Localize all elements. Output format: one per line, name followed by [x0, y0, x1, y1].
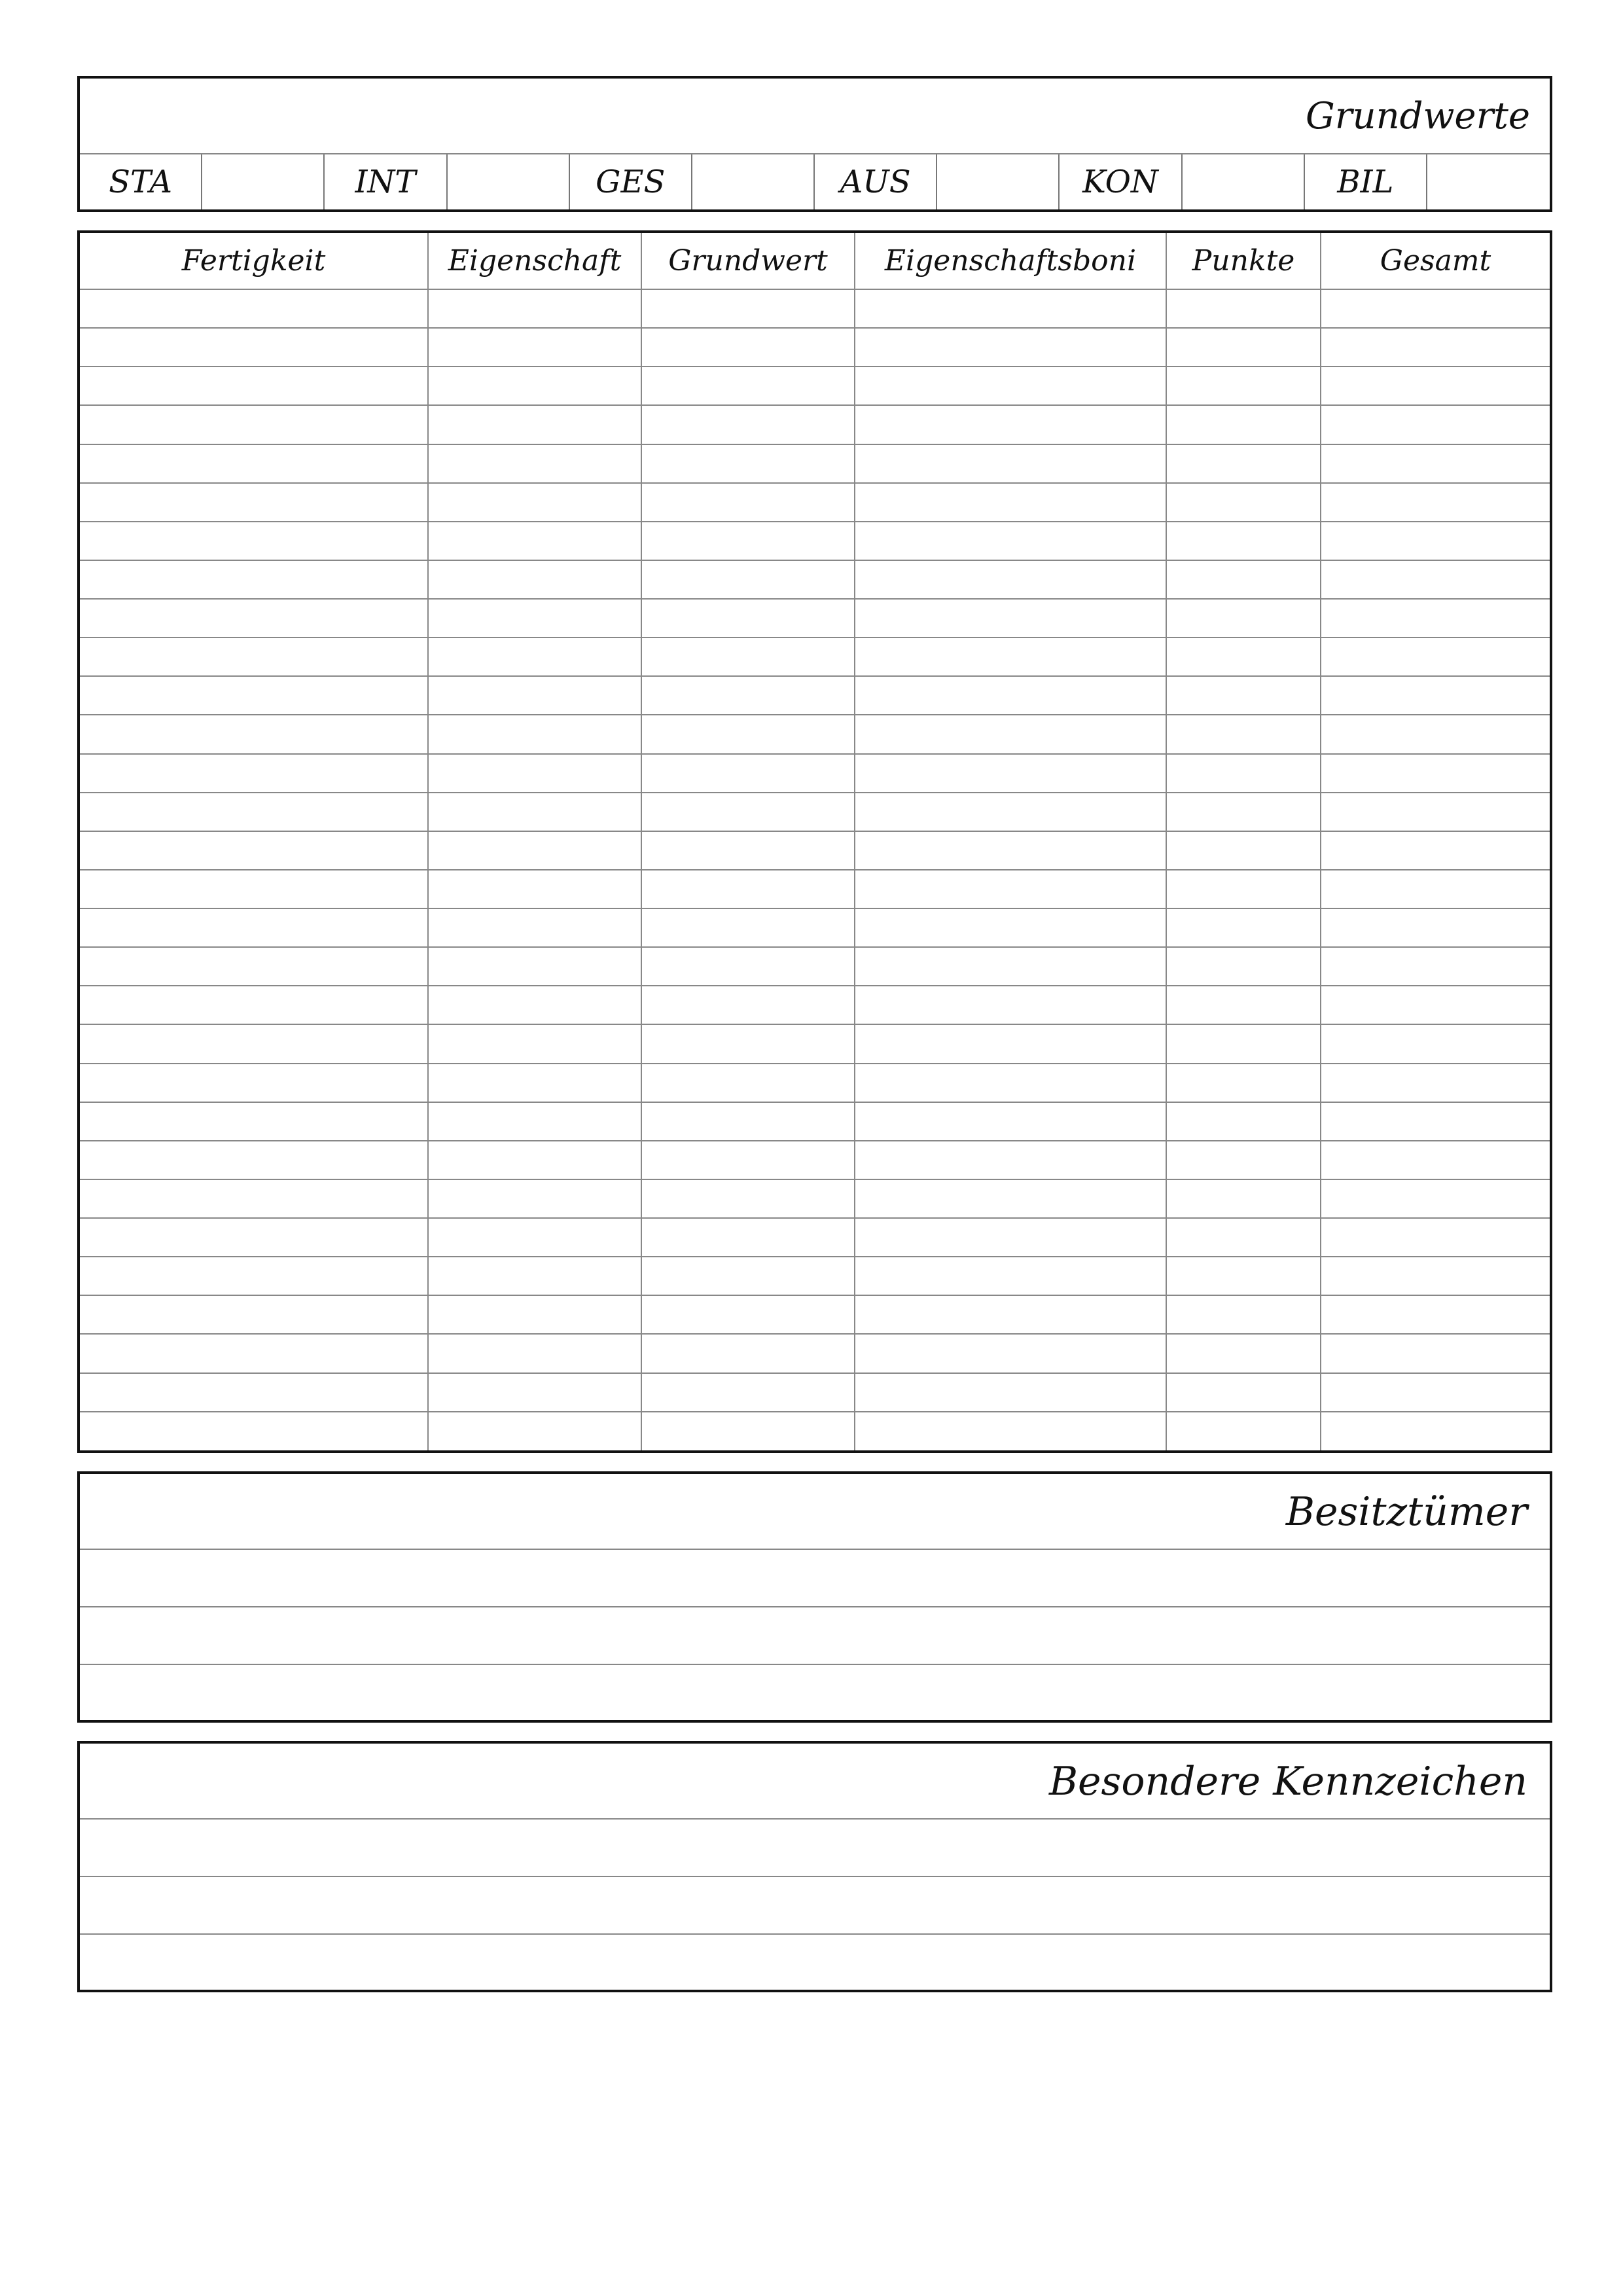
- besitztuemer-title: Besitztümer: [80, 1474, 1550, 1550]
- table-cell[interactable]: [855, 637, 1166, 676]
- kennzeichen-line[interactable]: [80, 1935, 1550, 1992]
- stat-value-kon[interactable]: [1183, 154, 1305, 209]
- table-cell[interactable]: [1166, 637, 1321, 676]
- besitztuemer-section: [77, 1471, 1552, 1723]
- table-cell[interactable]: [80, 1334, 428, 1372]
- table-cell[interactable]: [80, 1412, 428, 1450]
- table-cell[interactable]: [641, 1064, 855, 1102]
- table-cell[interactable]: [1321, 405, 1550, 444]
- table-cell[interactable]: [1321, 1257, 1550, 1295]
- table-row: [80, 289, 1550, 328]
- table-cell[interactable]: [641, 637, 855, 676]
- table-cell[interactable]: [428, 908, 641, 947]
- table-cell[interactable]: [641, 715, 855, 753]
- table-cell[interactable]: [1321, 1218, 1550, 1257]
- table-cell[interactable]: [641, 367, 855, 405]
- table-cell[interactable]: [428, 522, 641, 560]
- table-cell[interactable]: [641, 560, 855, 599]
- table-cell[interactable]: [641, 1179, 855, 1218]
- table-cell[interactable]: [1321, 289, 1550, 328]
- table-cell[interactable]: [641, 1257, 855, 1295]
- table-cell[interactable]: [1321, 908, 1550, 947]
- table-row: [80, 1179, 1550, 1218]
- table-cell[interactable]: [641, 793, 855, 831]
- table-row: [80, 637, 1550, 676]
- table-cell[interactable]: [1321, 1295, 1550, 1334]
- table-cell[interactable]: [1321, 676, 1550, 715]
- table-cell[interactable]: [1321, 1179, 1550, 1218]
- table-cell[interactable]: [855, 754, 1166, 793]
- table-cell[interactable]: [855, 1373, 1166, 1412]
- table-cell[interactable]: [428, 1141, 641, 1179]
- table-cell[interactable]: [1166, 754, 1321, 793]
- table-cell[interactable]: [80, 1257, 428, 1295]
- table-cell[interactable]: [428, 715, 641, 753]
- table-cell[interactable]: [80, 1141, 428, 1179]
- table-cell[interactable]: [855, 870, 1166, 908]
- besitztuemer-line[interactable]: [80, 1607, 1550, 1665]
- table-cell[interactable]: [1321, 444, 1550, 483]
- table-cell[interactable]: [641, 483, 855, 522]
- table-cell[interactable]: [641, 599, 855, 637]
- table-cell[interactable]: [1166, 676, 1321, 715]
- table-cell[interactable]: [428, 1373, 641, 1412]
- kennzeichen-section: [77, 1741, 1552, 1992]
- table-cell[interactable]: [1166, 793, 1321, 831]
- table-cell[interactable]: [428, 831, 641, 870]
- table-cell[interactable]: [641, 908, 855, 947]
- table-cell[interactable]: [855, 599, 1166, 637]
- table-cell[interactable]: [428, 870, 641, 908]
- table-cell[interactable]: [641, 289, 855, 328]
- table-cell[interactable]: [428, 1257, 641, 1295]
- table-cell[interactable]: [1166, 599, 1321, 637]
- table-cell[interactable]: [855, 1141, 1166, 1179]
- kennzeichen-lines: [80, 1820, 1550, 1992]
- stat-value-int[interactable]: [448, 154, 570, 209]
- stat-label-kon: KON: [1060, 154, 1182, 209]
- col-header-gesamt: Gesamt: [1321, 233, 1550, 289]
- table-cell[interactable]: [1166, 831, 1321, 870]
- table-cell[interactable]: [428, 1295, 641, 1334]
- table-cell[interactable]: [1321, 986, 1550, 1024]
- table-cell[interactable]: [1166, 870, 1321, 908]
- table-cell[interactable]: [1321, 947, 1550, 986]
- table-cell[interactable]: [80, 599, 428, 637]
- table-row: [80, 444, 1550, 483]
- table-cell[interactable]: [855, 1064, 1166, 1102]
- table-cell[interactable]: [1321, 754, 1550, 793]
- table-cell[interactable]: [428, 1024, 641, 1063]
- table-cell[interactable]: [855, 522, 1166, 560]
- table-cell[interactable]: [1321, 1102, 1550, 1141]
- table-cell[interactable]: [641, 1218, 855, 1257]
- grundwerte-section: [77, 76, 1552, 212]
- table-cell[interactable]: [428, 444, 641, 483]
- table-cell[interactable]: [855, 715, 1166, 753]
- table-cell[interactable]: [855, 676, 1166, 715]
- kennzeichen-line[interactable]: [80, 1820, 1550, 1877]
- table-row: [80, 947, 1550, 986]
- table-cell[interactable]: [641, 986, 855, 1024]
- table-cell[interactable]: [1321, 1334, 1550, 1372]
- table-cell[interactable]: [80, 715, 428, 753]
- table-cell[interactable]: [641, 444, 855, 483]
- table-row: [80, 908, 1550, 947]
- table-row: [80, 870, 1550, 908]
- table-cell[interactable]: [428, 560, 641, 599]
- table-cell[interactable]: [80, 1064, 428, 1102]
- table-cell[interactable]: [1166, 947, 1321, 986]
- table-cell[interactable]: [641, 405, 855, 444]
- table-cell[interactable]: [80, 405, 428, 444]
- table-row: [80, 328, 1550, 367]
- table-cell[interactable]: [80, 1102, 428, 1141]
- table-row: [80, 1295, 1550, 1334]
- table-cell[interactable]: [80, 831, 428, 870]
- table-cell[interactable]: [855, 1218, 1166, 1257]
- table-cell[interactable]: [1166, 405, 1321, 444]
- table-cell[interactable]: [855, 289, 1166, 328]
- table-cell[interactable]: [641, 522, 855, 560]
- stat-label-ges: GES: [570, 154, 692, 209]
- table-cell[interactable]: [855, 1295, 1166, 1334]
- table-cell[interactable]: [80, 1179, 428, 1218]
- table-cell[interactable]: [1166, 328, 1321, 367]
- table-cell[interactable]: [1321, 870, 1550, 908]
- table-cell[interactable]: [1166, 908, 1321, 947]
- table-cell[interactable]: [855, 367, 1166, 405]
- table-cell[interactable]: [1166, 1179, 1321, 1218]
- table-row: [80, 715, 1550, 753]
- table-cell[interactable]: [428, 793, 641, 831]
- table-cell[interactable]: [1166, 444, 1321, 483]
- table-row: [80, 986, 1550, 1024]
- col-header-grundwert: Grundwert: [641, 233, 855, 289]
- kennzeichen-title: Besondere Kennzeichen: [80, 1744, 1550, 1820]
- table-row: [80, 483, 1550, 522]
- table-cell[interactable]: [80, 986, 428, 1024]
- table-row: [80, 754, 1550, 793]
- table-cell[interactable]: [80, 483, 428, 522]
- table-cell[interactable]: [428, 1334, 641, 1372]
- table-cell[interactable]: [1321, 522, 1550, 560]
- table-cell[interactable]: [80, 367, 428, 405]
- table-cell[interactable]: [855, 444, 1166, 483]
- table-cell[interactable]: [1321, 560, 1550, 599]
- table-cell[interactable]: [80, 1295, 428, 1334]
- table-cell[interactable]: [1166, 1064, 1321, 1102]
- table-cell[interactable]: [855, 908, 1166, 947]
- table-cell[interactable]: [855, 947, 1166, 986]
- table-cell[interactable]: [80, 637, 428, 676]
- table-cell[interactable]: [855, 1179, 1166, 1218]
- table-cell[interactable]: [1166, 1257, 1321, 1295]
- stats-row: [80, 154, 1550, 209]
- stat-value-ges[interactable]: [692, 154, 815, 209]
- table-cell[interactable]: [855, 1102, 1166, 1141]
- table-cell[interactable]: [641, 947, 855, 986]
- table-cell[interactable]: [1321, 1373, 1550, 1412]
- table-cell[interactable]: [428, 1179, 641, 1218]
- table-cell[interactable]: [428, 1102, 641, 1141]
- table-cell[interactable]: [1321, 483, 1550, 522]
- table-row: [80, 522, 1550, 560]
- table-cell[interactable]: [1166, 560, 1321, 599]
- table-cell[interactable]: [80, 1373, 428, 1412]
- table-cell[interactable]: [641, 1412, 855, 1450]
- table-cell[interactable]: [80, 560, 428, 599]
- table-cell[interactable]: [641, 831, 855, 870]
- table-cell[interactable]: [1321, 831, 1550, 870]
- table-cell[interactable]: [1166, 483, 1321, 522]
- table-cell[interactable]: [80, 1024, 428, 1063]
- table-cell[interactable]: [428, 289, 641, 328]
- table-cell[interactable]: [1321, 715, 1550, 753]
- table-cell[interactable]: [1321, 1412, 1550, 1450]
- stat-label-sta: STA: [80, 154, 202, 209]
- table-cell[interactable]: [1166, 986, 1321, 1024]
- table-cell[interactable]: [855, 1024, 1166, 1063]
- table-cell[interactable]: [855, 831, 1166, 870]
- table-row: [80, 367, 1550, 405]
- col-header-eigenschaft: Eigenschaft: [428, 233, 641, 289]
- table-cell[interactable]: [855, 560, 1166, 599]
- table-cell[interactable]: [80, 908, 428, 947]
- table-cell[interactable]: [80, 793, 428, 831]
- table-cell[interactable]: [1166, 1218, 1321, 1257]
- table-row: [80, 405, 1550, 444]
- besitztuemer-lines: [80, 1550, 1550, 1723]
- table-cell[interactable]: [855, 793, 1166, 831]
- table-cell[interactable]: [1166, 1412, 1321, 1450]
- table-cell[interactable]: [80, 947, 428, 986]
- table-cell[interactable]: [641, 1024, 855, 1063]
- table-cell[interactable]: [1321, 599, 1550, 637]
- table-cell[interactable]: [1166, 1373, 1321, 1412]
- table-cell[interactable]: [641, 676, 855, 715]
- table-cell[interactable]: [1166, 1024, 1321, 1063]
- kennzeichen-line[interactable]: [80, 1877, 1550, 1935]
- table-cell[interactable]: [80, 328, 428, 367]
- table-cell[interactable]: [80, 522, 428, 560]
- besitztuemer-line[interactable]: [80, 1665, 1550, 1723]
- table-cell[interactable]: [428, 676, 641, 715]
- skills-section: [77, 230, 1552, 1453]
- table-row: [80, 676, 1550, 715]
- table-cell[interactable]: [1321, 793, 1550, 831]
- table-row: [80, 560, 1550, 599]
- table-cell[interactable]: [641, 870, 855, 908]
- table-row: [80, 793, 1550, 831]
- table-cell[interactable]: [1166, 289, 1321, 328]
- table-row: [80, 831, 1550, 870]
- skills-header-row: [80, 233, 1550, 289]
- table-cell[interactable]: [80, 754, 428, 793]
- table-row: [80, 1257, 1550, 1295]
- table-cell[interactable]: [855, 483, 1166, 522]
- table-cell[interactable]: [1166, 715, 1321, 753]
- table-cell[interactable]: [641, 1102, 855, 1141]
- table-cell[interactable]: [428, 328, 641, 367]
- table-cell[interactable]: [1166, 1295, 1321, 1334]
- table-cell[interactable]: [428, 986, 641, 1024]
- table-cell[interactable]: [1321, 367, 1550, 405]
- table-row: [80, 1334, 1550, 1372]
- table-row: [80, 1064, 1550, 1102]
- table-cell[interactable]: [1321, 1141, 1550, 1179]
- table-row: [80, 1102, 1550, 1141]
- table-row: [80, 1024, 1550, 1063]
- skills-table: [80, 233, 1550, 1450]
- skills-body: [80, 289, 1550, 1450]
- table-cell[interactable]: [1321, 1024, 1550, 1063]
- table-cell[interactable]: [1321, 1064, 1550, 1102]
- table-cell[interactable]: [80, 289, 428, 328]
- table-cell[interactable]: [641, 1295, 855, 1334]
- table-cell[interactable]: [855, 1334, 1166, 1372]
- table-cell[interactable]: [855, 986, 1166, 1024]
- table-row: [80, 1373, 1550, 1412]
- stat-value-aus[interactable]: [937, 154, 1060, 209]
- table-cell[interactable]: [428, 1064, 641, 1102]
- table-cell[interactable]: [1166, 1102, 1321, 1141]
- table-cell[interactable]: [428, 637, 641, 676]
- table-cell[interactable]: [855, 328, 1166, 367]
- table-cell[interactable]: [1166, 1141, 1321, 1179]
- table-cell[interactable]: [80, 676, 428, 715]
- table-cell[interactable]: [641, 328, 855, 367]
- table-cell[interactable]: [428, 367, 641, 405]
- table-cell[interactable]: [641, 1141, 855, 1179]
- table-cell[interactable]: [80, 870, 428, 908]
- table-cell[interactable]: [855, 1257, 1166, 1295]
- stat-label-aus: AUS: [815, 154, 937, 209]
- col-header-eigenschaftsboni: Eigenschaftsboni: [855, 233, 1166, 289]
- table-cell[interactable]: [428, 1412, 641, 1450]
- stat-label-int: INT: [325, 154, 447, 209]
- table-cell[interactable]: [855, 405, 1166, 444]
- table-cell[interactable]: [1166, 367, 1321, 405]
- table-cell[interactable]: [1321, 637, 1550, 676]
- table-cell[interactable]: [641, 754, 855, 793]
- besitztuemer-line[interactable]: [80, 1550, 1550, 1607]
- table-cell[interactable]: [428, 1218, 641, 1257]
- table-cell[interactable]: [1166, 522, 1321, 560]
- table-cell[interactable]: [428, 405, 641, 444]
- table-cell[interactable]: [80, 444, 428, 483]
- table-cell[interactable]: [428, 947, 641, 986]
- table-cell[interactable]: [1321, 328, 1550, 367]
- table-cell[interactable]: [428, 483, 641, 522]
- table-cell[interactable]: [1166, 1334, 1321, 1372]
- stat-value-bil[interactable]: [1427, 154, 1550, 209]
- stat-label-bil: BIL: [1305, 154, 1427, 209]
- table-cell[interactable]: [428, 599, 641, 637]
- table-cell[interactable]: [80, 1218, 428, 1257]
- table-cell[interactable]: [428, 754, 641, 793]
- table-row: [80, 1218, 1550, 1257]
- table-cell[interactable]: [855, 1412, 1166, 1450]
- grundwerte-title: Grundwerte: [80, 79, 1550, 154]
- col-header-fertigkeit: Fertigkeit: [80, 233, 428, 289]
- table-cell[interactable]: [641, 1373, 855, 1412]
- table-row: [80, 1141, 1550, 1179]
- stat-value-sta[interactable]: [202, 154, 325, 209]
- table-row: [80, 599, 1550, 637]
- col-header-punkte: Punkte: [1166, 233, 1321, 289]
- table-cell[interactable]: [641, 1334, 855, 1372]
- table-row: [80, 1412, 1550, 1450]
